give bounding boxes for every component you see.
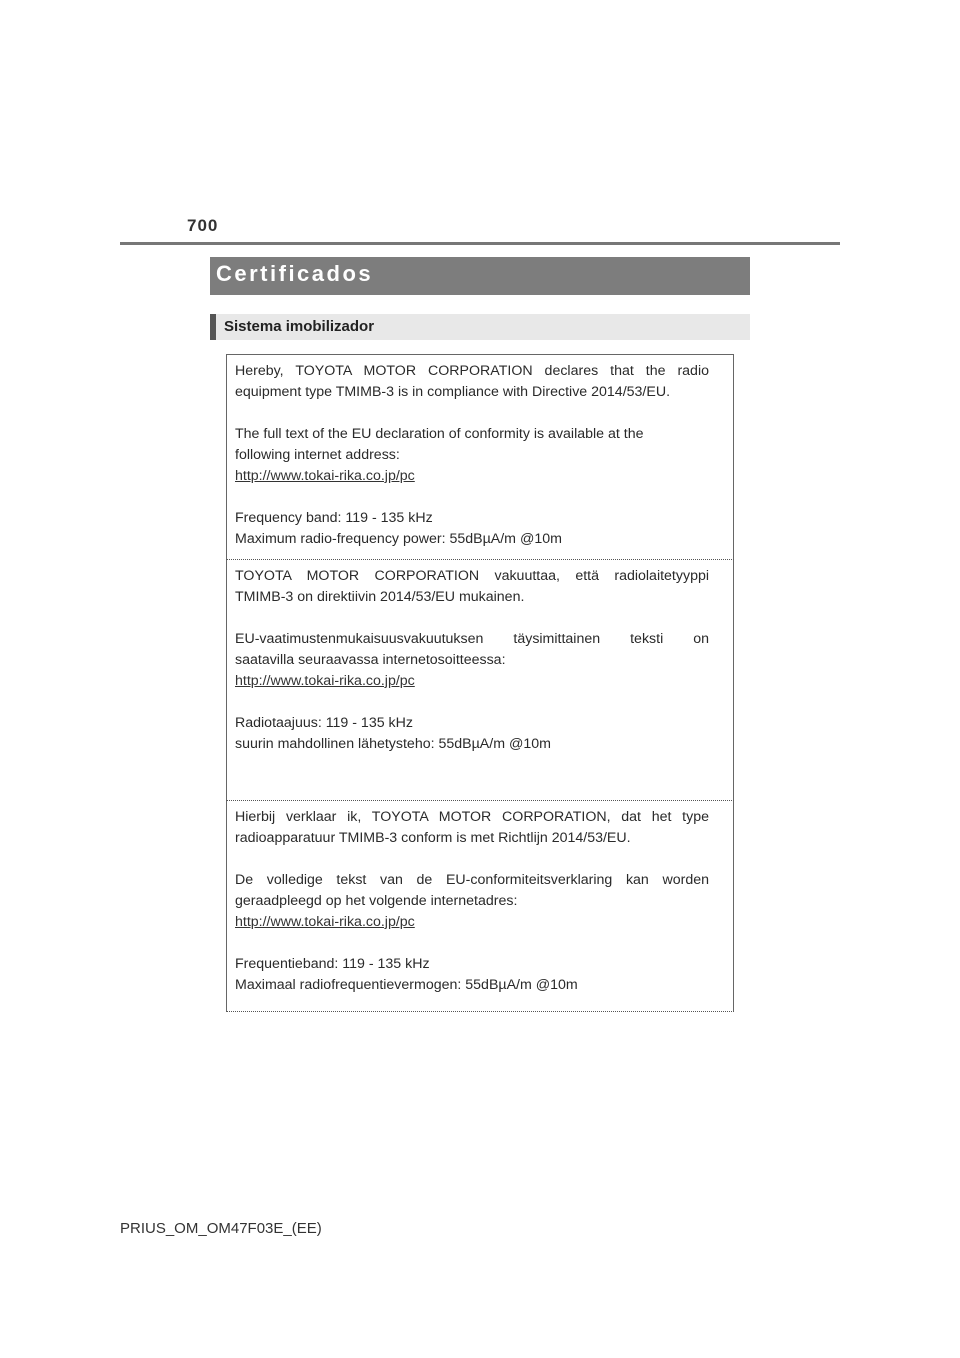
declaration-block-dutch [226,801,734,1012]
declaration-paragraph: TOYOTA MOTOR CORPORATION vakuuttaa, että radiolaitetyyppi TMIMB-3 on direktiivin 2014/53/EU mukainen. [235,568,709,605]
conformity-paragraph: De volledige tekst van de EU-conformiteitsverklaring kan worden geraadpleegd op het volgende internetadres: http://www.tokai-rika.co.jp/pc [235,870,709,933]
conformity-link[interactable]: http://www.tokai-rika.co.jp/pc [235,468,415,484]
frequency-paragraph: Frequency band: 119 - 135 kHz Maximum radio-frequency power: 55dBµA/m @10m [235,510,562,547]
conformity-link[interactable]: http://www.tokai-rika.co.jp/pc [235,914,415,930]
declaration-block-english [226,354,734,560]
subsection-header [210,314,750,340]
header-rule [120,242,840,245]
subsection-marker [210,314,216,340]
section-title: Certificados [216,261,374,286]
conformity-paragraph: The full text of the EU declaration of conformity is available at the following internet address: http://www.tokai-rika.co.jp/pc [235,424,709,487]
section-header [210,257,750,295]
conformity-paragraph: EU-vaatimustenmukaisuusvakuutuksen täysimittainen teksti on saatavilla seuraavassa internetosoitteessa: http://www.tokai-rika.co.jp/pc [235,629,709,692]
subsection-title: Sistema imobilizador [224,318,375,335]
page-number: 700 [187,216,219,235]
declaration-paragraph: Hierbij verklaar ik, TOYOTA MOTOR CORPORATION, dat het type radioapparatuur TMIMB-3 conform is met Richtlijn 2014/53/EU. [235,809,709,846]
declaration-block-finnish [226,560,734,801]
frequency-paragraph: Radiotaajuus: 119 - 135 kHz suurin mahdollinen lähetysteho: 55dBµA/m @10m [235,715,551,752]
declaration-paragraph: Hereby, TOYOTA MOTOR CORPORATION declares that the radio equipment type TMIMB-3 is in compliance with Directive 2014/53/EU. [235,363,709,400]
frequency-paragraph: Frequentieband: 119 - 135 kHz Maximaal radiofrequentievermogen: 55dBµA/m @10m [235,956,578,993]
document-footer: PRIUS_OM_OM47F03E_(EE) [120,1220,322,1237]
conformity-link[interactable]: http://www.tokai-rika.co.jp/pc [235,673,415,689]
